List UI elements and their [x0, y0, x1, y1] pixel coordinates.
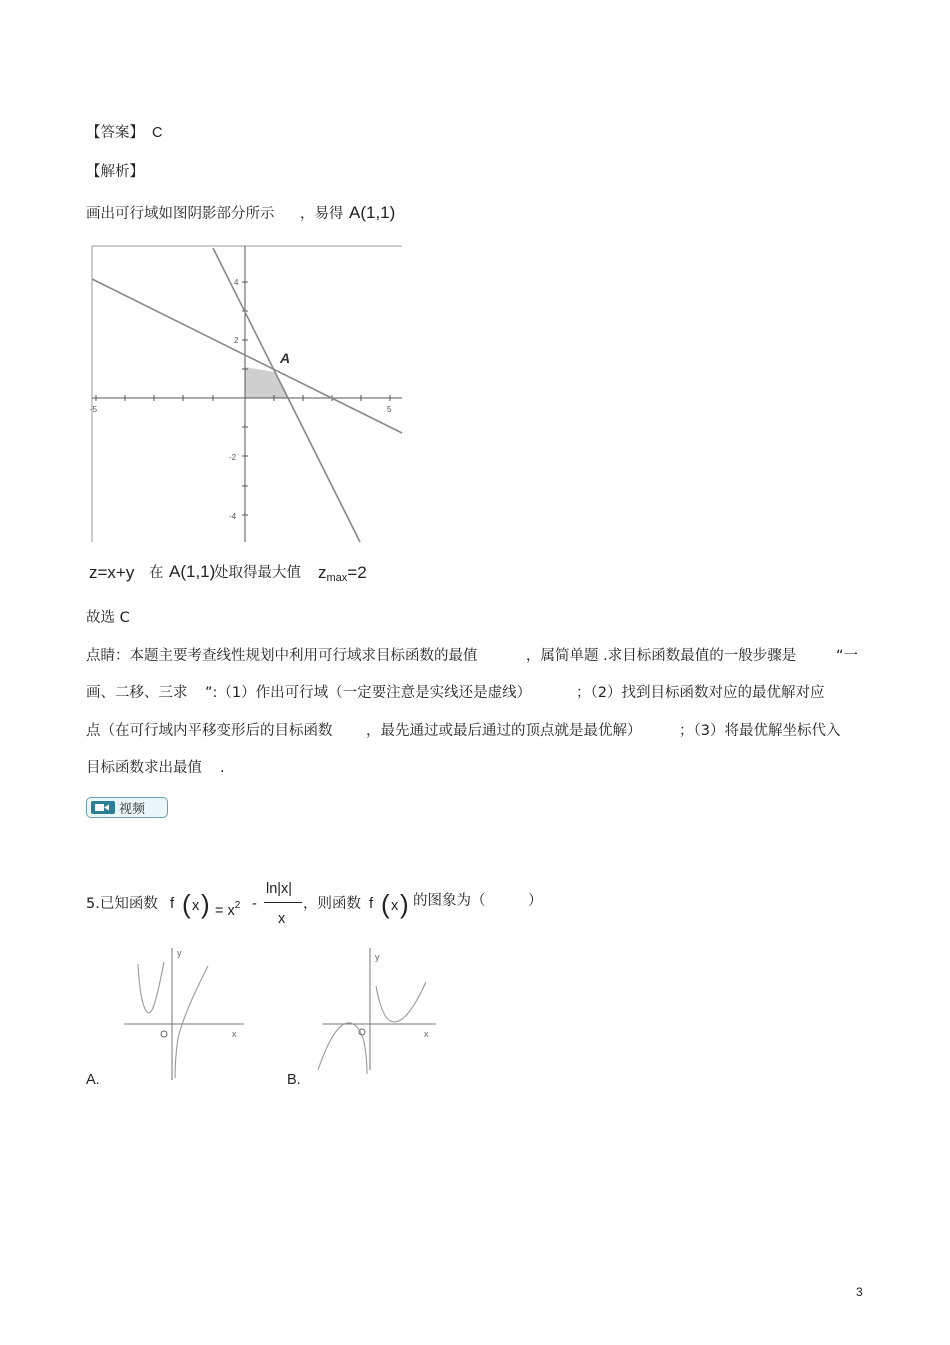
video-label: 视频	[119, 802, 146, 817]
option-b-axis-y: y	[375, 952, 380, 962]
q5-lparen2: (	[381, 889, 390, 919]
q5-suffix: 的图象为（	[413, 893, 486, 909]
feasible-region-graph	[86, 242, 406, 548]
result-desc: 处取得最大值	[214, 565, 301, 581]
comment-line3-c: ；（3）将最优解坐标代入	[679, 723, 841, 739]
option-a-axis-y: y	[177, 948, 182, 958]
option-b-left-branch	[318, 1023, 367, 1074]
option-a-label[interactable]: A.	[86, 1072, 100, 1088]
option-a-left-branch	[138, 962, 164, 1013]
x-tick-5: 5	[387, 405, 392, 414]
q5-mid: ，则函数	[303, 896, 361, 912]
q5-eq-x	[215, 897, 240, 920]
line-x-plus-2y-3	[92, 279, 402, 433]
comment-line3-b: ，最先通过或最后通过的顶点就是最优解）	[366, 723, 642, 739]
comment-line4-b: .	[220, 760, 225, 776]
answer-label: 【答案】	[86, 125, 144, 141]
result-point: A(1,1)	[169, 562, 216, 581]
fraction-bar	[264, 902, 302, 903]
z-var: z	[318, 563, 327, 582]
q5-denominator: x	[278, 911, 286, 927]
option-a-axis-x: x	[232, 1029, 237, 1039]
option-b-label[interactable]: B.	[287, 1072, 301, 1088]
y-tick-neg2: -2	[229, 453, 237, 462]
comment-line2-c: ；（2）找到目标函数对应的最优解对应	[576, 685, 825, 701]
option-a-origin-circle	[161, 1031, 167, 1037]
option-b-graph	[318, 942, 443, 1082]
x-tick-neg5: -5	[90, 405, 98, 414]
option-a-graph	[120, 942, 250, 1082]
option-a-right-branch	[175, 966, 208, 1078]
page-number: 3	[856, 1285, 863, 1299]
q5-minus: -	[252, 896, 257, 912]
y-tick-neg4: -4	[229, 512, 237, 521]
q5-f2: f	[369, 895, 374, 912]
comment-line1-c: “一	[836, 648, 859, 664]
q5-eq: = x	[215, 903, 235, 919]
line1-point: A(1,1)	[349, 203, 396, 222]
y-tick-4: 4	[234, 278, 239, 287]
zmax-expr	[318, 564, 367, 587]
q5-x1: x	[192, 898, 200, 914]
analysis-label: 【解析】	[86, 164, 144, 180]
q5-prefix: 5.已知函数	[86, 896, 158, 912]
q5-sq: 2	[234, 900, 241, 911]
feasible-region	[245, 367, 289, 398]
line1-text: 画出可行域如图阴影部分所示	[86, 206, 275, 222]
y-tick-2: 2	[234, 336, 239, 345]
result-at: 在	[149, 565, 164, 581]
z-sub: max	[326, 572, 348, 584]
comment-line1-a: 点睛：本题主要考查线性规划中利用可行域求目标函数的最值	[86, 648, 478, 664]
choose-text: 故选 C	[86, 610, 130, 626]
line-2x-plus-y-3	[213, 248, 360, 542]
q5-lparen1: (	[182, 889, 191, 919]
q5-rparen1: )	[201, 889, 210, 919]
option-b-axis-x: x	[424, 1029, 429, 1039]
comment-line2-b: ”:（1）作出可行域（一定要注意是实线还是虚线）	[205, 685, 532, 701]
q5-numerator: ln|x|	[266, 881, 293, 897]
point-label-a: A	[280, 350, 291, 366]
answer-value: C	[152, 125, 163, 141]
comment-line2-a: 画、二移、三求	[86, 685, 188, 701]
video-button[interactable]	[86, 797, 168, 818]
q5-f1: f	[170, 895, 175, 912]
q5-x2: x	[391, 898, 399, 914]
option-b-right-branch	[376, 982, 426, 1022]
objective-expr: z=x+y	[89, 563, 135, 582]
q5-rparen2: )	[400, 889, 409, 919]
q5-close: ）	[528, 893, 543, 909]
video-camera-icon	[90, 800, 116, 815]
comment-line1-b: ，属简单题 .求目标函数最值的一般步骤是	[526, 648, 797, 664]
z-val: =2	[347, 563, 367, 582]
comment-line3-a: 点（在可行域内平移变形后的目标函数	[86, 723, 333, 739]
comment-line4: 目标函数求出最值	[86, 760, 202, 776]
line1-comma: ，易得	[300, 206, 344, 222]
